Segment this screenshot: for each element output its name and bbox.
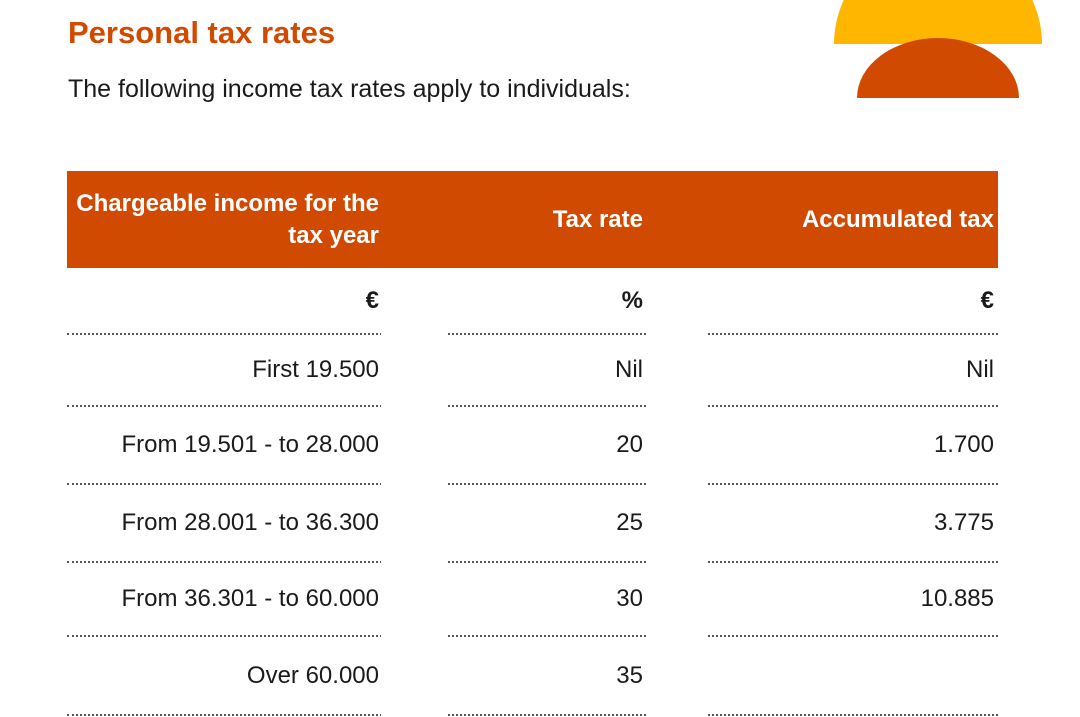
header-income: Chargeable income for the tax year <box>76 189 379 249</box>
table-row <box>67 407 998 485</box>
income-band: First 19.500 <box>252 356 379 383</box>
accumulated-tax: 3.775 <box>933 509 994 536</box>
income-band: From 19.501 - to 28.000 <box>121 431 379 458</box>
header-accumulated-tax: Accumulated tax <box>801 205 994 233</box>
intro-text: The following income tax rates apply to individuals: <box>68 75 631 103</box>
accumulated-tax: Nil <box>966 356 994 383</box>
accumulated-tax: 10.885 <box>920 585 994 612</box>
income-band: Over 60.000 <box>246 661 379 689</box>
table-units-row <box>67 268 998 335</box>
accumulated-tax: 1.700 <box>933 431 994 458</box>
tax-rate: 30 <box>616 585 643 612</box>
income-band: From 36.301 - to 60.000 <box>121 585 379 612</box>
table-header <box>67 171 998 268</box>
unit-accumulated: € <box>980 286 994 314</box>
table-row <box>67 637 998 716</box>
yellow-semicircle <box>834 0 1042 44</box>
tax-rate: 35 <box>616 661 643 689</box>
accumulated-tax <box>707 637 994 714</box>
tax-rates-table <box>67 171 998 716</box>
tax-rate: Nil <box>615 356 643 383</box>
tax-rate: 20 <box>616 431 643 458</box>
header-tax-rate: Tax rate <box>552 205 643 233</box>
tax-rate: 25 <box>616 509 643 536</box>
page-title: Personal tax rates <box>68 15 336 50</box>
table-row <box>67 335 998 407</box>
table-row <box>67 485 998 563</box>
unit-income: € <box>365 286 379 314</box>
income-band: From 28.001 - to 36.300 <box>121 509 379 536</box>
unit-rate: % <box>621 286 643 314</box>
decorative-semicircles <box>834 0 1042 100</box>
orange-semicircle <box>857 38 1019 98</box>
table-row <box>67 563 998 637</box>
